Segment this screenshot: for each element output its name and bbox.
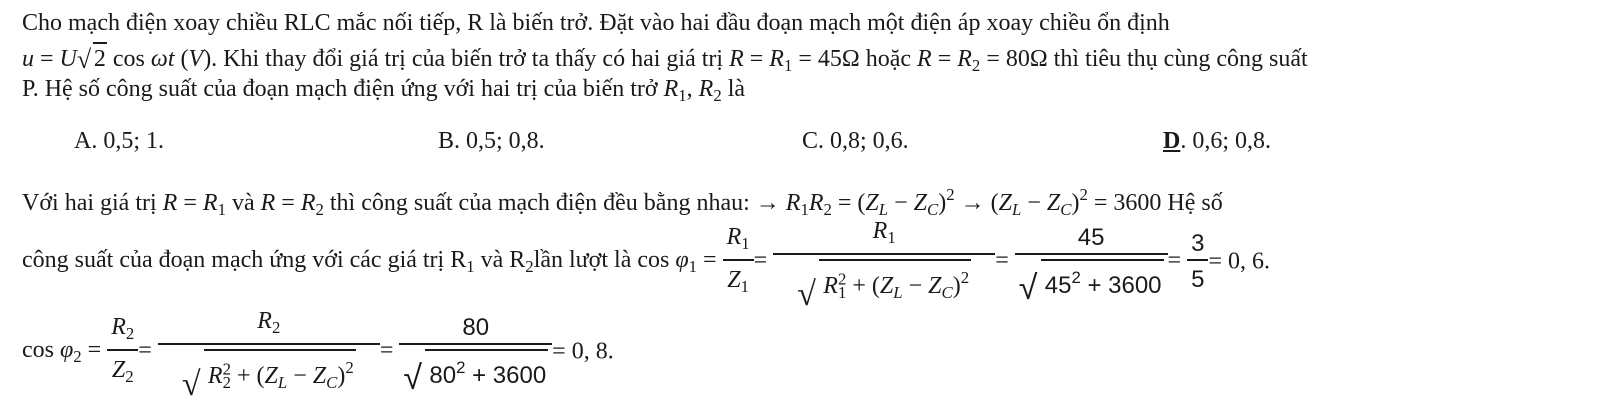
question-line-2: u = U √ 2 cos ωt (V). Khi thay đổi giá trị của biến trở ta thấy có hai giá trị $R = R_1 = 45\Omega$ hoặc $R = R_2 = 80\Omega$ thì tiêu thụ cùng công suất	[22, 42, 1308, 81]
option-a[interactable]: A. 0,5; 1.	[74, 128, 165, 154]
solution-line-2: công suất của đoạn mạch ứng với các giá trị $R_1$ và $R_2lần$ lượt là $\cos \varphi_1$ = $\frac{R_1}{Z_1}$ = $R_1$ √ $R^2_1 + (Z_L - Z_C)^2$ = 45 √ $45^2 + 3600$ = $\frac{3}{5}$ = 0, 6.	[22, 218, 1270, 314]
frac-r1-z1: $\frac{R_1}{Z_1}$	[723, 222, 754, 302]
solution-line-3: $\cos \varphi_2$ = $\frac{R_2}{Z_2}$ = $R_2$ √ $R^2_2 + (Z_L - Z_C)^2$ = 80 √ $80^2 + 3600$ = 0, 8.	[22, 308, 614, 404]
solution-line-1: Với hai giá trị $R = R_1$ và $R = R_2$ thì công suất của mạch điện đều bằng nhau: → $R_1R_2 = (Z_L - Z_C)^2 \to (Z_L - Z_C)^2 = 3600$ Hệ số	[22, 185, 1223, 220]
question-line-3: P. Hệ số công suất của đoạn mạch điện ứng với hai trị của biến trở $R_1$, $R_2$ là	[22, 76, 746, 106]
option-b[interactable]: B. 0,5; 0,8.	[438, 128, 545, 154]
frac-r1-sqrt: $R_1$ √ $R^2_1 + (Z_L - Z_C)^2$	[773, 216, 995, 308]
question-line-1: Cho mạch điện xoay chiều RLC mắc nối tiếp, R là biến trở. Đặt vào hai đầu đoạn mạch một điện áp xoay chiều ổn định	[22, 10, 1170, 36]
frac-45: 45 √ $45^2 + 3600$	[1015, 223, 1168, 301]
frac-r2-z2: $\frac{R_2}{Z_2}$	[107, 312, 138, 392]
frac-80: 80 √ $80^2 + 3600$	[399, 313, 552, 391]
frac-r2-sqrt: $R_2$ √ $R^2_2 + (Z_L - Z_C)^2$	[158, 306, 380, 398]
frac-3-5: $\frac{3}{5}$	[1187, 229, 1208, 295]
option-d-correct[interactable]: D. 0,6; 0,8.	[1163, 128, 1272, 154]
option-c[interactable]: C. 0,8; 0,6.	[802, 128, 909, 154]
